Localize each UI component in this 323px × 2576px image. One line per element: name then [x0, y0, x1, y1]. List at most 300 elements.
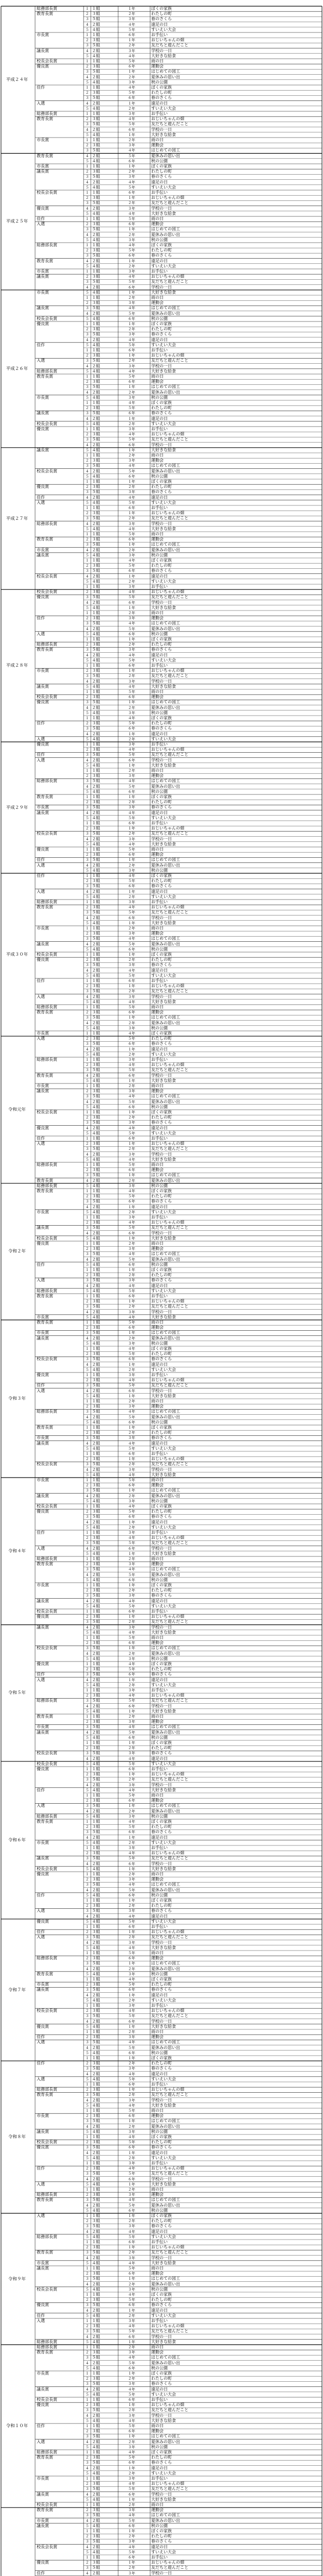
class-cell: ２組 — [92, 389, 100, 395]
grade-cell: ３年 — [128, 679, 135, 684]
rank-cell: ２ — [85, 1799, 89, 1803]
grade-cell: ３年 — [128, 427, 135, 431]
rank-cell: １ — [85, 2056, 89, 2060]
title-cell: 雨の日 — [151, 59, 164, 63]
class-cell: ５組 — [92, 1067, 100, 1073]
class-cell: ４組 — [92, 868, 100, 873]
rank-cell: ２ — [85, 275, 89, 279]
class-cell: ２組 — [92, 2281, 100, 2286]
class-cell: ３組 — [92, 878, 100, 884]
rank-cell: ５ — [85, 2445, 89, 2449]
title-cell: 運動会 — [151, 458, 164, 463]
title-cell: わたしの町 — [151, 957, 172, 962]
category-label: 校長会長賞 — [37, 1462, 57, 1467]
rank-cell: １ — [85, 1557, 89, 1561]
year-label: 令和８年 — [8, 2134, 26, 2140]
class-cell: ５組 — [92, 2539, 100, 2544]
rank-cell: ４ — [85, 1993, 89, 1997]
category-label: 校長会長賞 — [37, 468, 57, 473]
grade-cell: ６年 — [128, 411, 135, 416]
class-cell: ３組 — [92, 1903, 100, 1908]
category-label: 教育長賞 — [37, 1562, 53, 1567]
grade-cell: ５年 — [128, 564, 135, 568]
rank-cell: ４ — [85, 784, 89, 789]
rank-cell: ３ — [85, 2513, 89, 2518]
grade-cell: ６年 — [128, 2461, 135, 2465]
class-cell: １組 — [92, 663, 100, 668]
class-cell: ４組 — [92, 1971, 100, 1976]
grade-cell: ４年 — [128, 117, 135, 122]
title-cell: 秋の公園 — [151, 2129, 168, 2134]
grade-cell: ５年 — [128, 942, 135, 946]
title-cell: 大好きな給食 — [151, 1393, 176, 1398]
rank-cell: １ — [85, 243, 89, 247]
title-cell: 大好きな給食 — [151, 1787, 176, 1792]
title-cell: 夏休みの思い出 — [151, 1572, 180, 1577]
class-cell: ５組 — [92, 1724, 100, 1730]
rank-cell: ５ — [85, 1157, 89, 1162]
grade-cell: ４年 — [128, 369, 135, 374]
title-cell: 雨の日 — [151, 2187, 164, 2192]
category-label: 入選 — [37, 1935, 45, 1940]
grade-cell: ５年 — [128, 91, 135, 95]
class-cell: １組 — [92, 926, 100, 930]
class-cell: ２組 — [92, 48, 100, 53]
class-cell: ４組 — [92, 2234, 100, 2239]
category-label: 議長賞 — [37, 2492, 49, 2497]
grade-cell: ４年 — [128, 1410, 135, 1414]
category-label: 佳作 — [37, 342, 45, 347]
title-cell: 夏休みの思い出 — [151, 547, 180, 552]
class-cell: １組 — [92, 1478, 100, 1482]
rank-cell: １ — [85, 611, 89, 615]
title-cell: すいえい大会 — [151, 1919, 176, 1924]
category-label: 校長会長賞 — [37, 1866, 57, 1871]
rank-cell: ３ — [85, 621, 89, 626]
title-cell: 秋の公園 — [151, 1656, 168, 1661]
grade-cell: ６年 — [128, 2429, 135, 2434]
class-cell: １組 — [92, 2082, 100, 2087]
category-label: 校長会長賞 — [37, 694, 57, 700]
title-cell: 遠足の日 — [151, 1204, 168, 1209]
grade-cell: ６年 — [128, 1799, 135, 1803]
class-cell: ４組 — [92, 2497, 100, 2502]
title-cell: はじめての図工 — [151, 1015, 180, 1020]
grade-cell: ４年 — [128, 2072, 135, 2076]
title-cell: 運動会 — [151, 1167, 164, 1173]
rank-cell: ４ — [85, 521, 89, 526]
grade-cell: ５年 — [128, 1446, 135, 1451]
grade-cell: ２年 — [128, 359, 135, 363]
rank-cell: ５ — [85, 2234, 89, 2239]
grade-cell: ２年 — [128, 611, 135, 615]
rank-cell: ４ — [85, 495, 89, 500]
rank-cell: ２ — [85, 117, 89, 122]
rank-cell: １ — [85, 2529, 89, 2533]
class-cell: １組 — [92, 1031, 100, 1036]
grade-cell: ２年 — [128, 1683, 135, 1687]
category-label: 総務部長賞 — [37, 2234, 57, 2239]
rank-cell: １ — [85, 2030, 89, 2034]
rank-cell: ５ — [85, 2313, 89, 2318]
rank-cell: １ — [85, 322, 89, 326]
category-label: 教育長賞 — [37, 537, 53, 542]
title-cell: すいえい大会 — [151, 263, 176, 268]
class-cell: ４組 — [92, 894, 100, 899]
class-cell: ２組 — [92, 1230, 100, 1235]
grade-cell: ２年 — [128, 1746, 135, 1751]
title-cell: わたしの町 — [151, 90, 172, 95]
class-cell: ２組 — [92, 836, 100, 841]
rank-cell: １ — [85, 1005, 89, 1009]
grade-cell: ４年 — [128, 558, 135, 563]
grade-cell: ４年 — [128, 2293, 135, 2297]
class-cell: ２組 — [92, 1703, 100, 1708]
class-cell: １組 — [92, 1583, 100, 1587]
class-cell: ５組 — [92, 595, 100, 600]
rank-cell: １ — [85, 164, 89, 168]
rank-cell: ２ — [85, 1431, 89, 1435]
rank-cell: ５ — [85, 448, 89, 452]
title-cell: はじめての図工 — [151, 700, 180, 705]
title-cell: わたしの町 — [151, 1824, 172, 1829]
grade-cell: ４年 — [128, 148, 135, 153]
class-cell: ３組 — [92, 2035, 100, 2040]
title-cell: 遠足の日 — [151, 1598, 168, 1603]
title-cell: 大好きな給食 — [151, 211, 176, 216]
grade-cell: ４年 — [128, 748, 135, 752]
class-cell: ５組 — [92, 253, 100, 258]
category-label: 優良賞 — [37, 2024, 49, 2029]
class-cell: ２組 — [92, 1940, 100, 1945]
rank-cell: １ — [85, 1478, 89, 1482]
rank-cell: ３ — [85, 832, 89, 836]
grade-cell: ３年 — [128, 1404, 135, 1409]
rank-cell: ３ — [85, 1488, 89, 1493]
grade-cell: ４年 — [128, 2135, 135, 2139]
class-cell: １組 — [92, 2424, 100, 2428]
category-label: 入選 — [37, 757, 45, 762]
grade-cell: １年 — [128, 1426, 135, 1430]
rank-cell: １ — [85, 1609, 89, 1614]
title-cell: おじいちゃんの畑 — [151, 2324, 184, 2329]
class-cell: ３組 — [92, 38, 100, 43]
class-cell: ２組 — [92, 915, 100, 920]
class-cell: １組 — [92, 900, 100, 904]
rank-cell: ５ — [85, 1867, 89, 1871]
rank-cell: １ — [85, 1294, 89, 1298]
title-cell: おじいちゃんの畑 — [151, 1456, 184, 1462]
title-cell: 春のさくら — [151, 2460, 172, 2465]
title-cell: 遠足の日 — [151, 100, 168, 106]
rank-cell: ４ — [85, 916, 89, 920]
class-cell: ４組 — [92, 1262, 100, 1267]
rank-cell: １ — [85, 1137, 89, 1141]
grade-cell: ３年 — [128, 2445, 135, 2449]
grade-cell: ２年 — [128, 75, 135, 79]
grade-cell: ３年 — [128, 837, 135, 841]
title-cell: 秋の公園 — [151, 789, 168, 794]
grade-cell: １年 — [128, 1867, 135, 1871]
grade-cell: ６年 — [128, 1988, 135, 1992]
rank-cell: ５ — [85, 816, 89, 820]
title-cell: 大好きな給食 — [151, 999, 176, 1004]
class-cell: ５組 — [92, 647, 100, 652]
class-cell: ４組 — [92, 1314, 100, 1319]
title-cell: 春のさくら — [151, 1199, 172, 1204]
title-cell: すいえい大会 — [151, 894, 176, 899]
title-cell: おじいちゃんの畑 — [151, 1772, 184, 1777]
rank-cell: ５ — [85, 894, 89, 899]
class-cell: ２組 — [92, 1493, 100, 1498]
grade-cell: ６年 — [128, 1168, 135, 1173]
grade-cell: ４年 — [128, 684, 135, 689]
rank-cell: ３ — [85, 385, 89, 389]
title-cell: ぼくの家族 — [151, 1898, 172, 1903]
title-cell: すいえい大会 — [151, 500, 176, 505]
class-cell: ５組 — [92, 1672, 100, 1677]
grade-cell: ４年 — [128, 1378, 135, 1383]
title-cell: 友だちと遊んだこと — [151, 358, 188, 363]
class-cell: ４組 — [92, 841, 100, 846]
title-cell: ぼくの家族 — [151, 2292, 172, 2297]
rank-cell: ５ — [85, 1604, 89, 1608]
grade-cell: ６年 — [128, 1609, 135, 1614]
category-label: 佳作 — [37, 1136, 45, 1141]
rank-cell: ４ — [85, 2492, 89, 2497]
grade-cell: ３年 — [128, 1247, 135, 1251]
title-cell: お手伝い — [151, 2003, 168, 2008]
title-cell: 運動会 — [151, 1956, 164, 1961]
class-cell: ３組 — [92, 2297, 100, 2302]
grade-cell: ６年 — [128, 1704, 135, 1708]
class-cell: １組 — [92, 794, 100, 799]
title-cell: 学校の一日 — [151, 2176, 172, 2181]
grade-cell: ３年 — [128, 616, 135, 621]
grade-cell: ４年 — [128, 1315, 135, 1319]
rank-cell: ４ — [85, 600, 89, 605]
title-cell: 大好きな給食 — [151, 1472, 176, 1477]
title-cell: ぼくの家族 — [151, 2213, 172, 2218]
class-cell: ３組 — [92, 957, 100, 962]
title-cell: はじめての図工 — [151, 1409, 180, 1414]
grade-cell: １年 — [128, 1993, 135, 1997]
rank-cell: ３ — [85, 726, 89, 731]
grade-cell: ３年 — [128, 17, 135, 22]
grade-cell: ５年 — [128, 122, 135, 127]
grade-cell: １年 — [128, 1362, 135, 1367]
title-cell: ぼくの家族 — [151, 2529, 172, 2533]
rank-cell: ４ — [85, 2545, 89, 2549]
title-cell: 雨の日 — [151, 2345, 164, 2349]
rank-cell: ２ — [85, 1615, 89, 1619]
title-cell: 友だちと遊んだこと — [151, 2250, 188, 2255]
category-label: 入選 — [37, 1677, 45, 1682]
title-cell: すいえい大会 — [151, 1052, 176, 1057]
grade-cell: ５年 — [128, 1982, 135, 1987]
class-cell: ５組 — [92, 1935, 100, 1940]
class-cell: ５組 — [92, 148, 100, 153]
grade-cell: ２年 — [128, 170, 135, 174]
category-label: 教育長賞 — [37, 374, 53, 379]
class-cell: ４組 — [92, 2444, 100, 2449]
title-cell: 夏休みの思い出 — [151, 2518, 180, 2523]
title-cell: 運動会 — [151, 694, 164, 700]
grade-cell: ６年 — [128, 380, 135, 384]
rank-cell: ５ — [85, 395, 89, 400]
grade-cell: ３年 — [128, 2066, 135, 2071]
class-cell: ４組 — [92, 762, 100, 768]
rank-cell: ５ — [85, 238, 89, 242]
title-cell: わたしの町 — [151, 327, 172, 332]
class-cell: ２組 — [92, 2071, 100, 2076]
title-cell: おじいちゃんの畑 — [151, 826, 184, 831]
class-cell: ４組 — [92, 342, 100, 347]
rank-cell: ５ — [85, 1525, 89, 1530]
title-cell: ぼくの家族 — [151, 2134, 172, 2139]
rank-cell: ４ — [85, 22, 89, 27]
category-label: 佳作 — [37, 616, 45, 621]
class-cell: １組 — [92, 952, 100, 957]
class-cell: １組 — [92, 1845, 100, 1850]
rank-cell: １ — [85, 217, 89, 221]
grade-cell: ５年 — [128, 2077, 135, 2081]
grade-cell: ４年 — [128, 2040, 135, 2045]
class-cell: １組 — [92, 1530, 100, 1535]
grade-cell: ２年 — [128, 2566, 135, 2570]
category-label: 優良賞 — [37, 847, 49, 852]
class-cell: ４組 — [92, 2129, 100, 2134]
rank-cell: ５ — [85, 1131, 89, 1136]
class-cell: ４組 — [92, 579, 100, 584]
title-cell: はじめての図工 — [151, 542, 180, 547]
title-cell: 遠足の日 — [151, 179, 168, 184]
title-cell: ぼくの家族 — [151, 321, 172, 326]
class-cell: １組 — [92, 558, 100, 563]
grade-cell: ５年 — [128, 1730, 135, 1735]
class-cell: ３組 — [92, 1693, 100, 1698]
grade-cell: １年 — [128, 1583, 135, 1587]
class-cell: ４組 — [92, 2155, 100, 2160]
title-cell: ぼくの家族 — [151, 952, 172, 957]
grade-cell: ５年 — [128, 1636, 135, 1640]
title-cell: おじいちゃんの畑 — [151, 1220, 184, 1225]
grade-cell: ２年 — [128, 863, 135, 868]
title-cell: 夏休みの思い出 — [151, 1808, 180, 1814]
rank-cell: ５ — [85, 658, 89, 663]
rank-cell: ４ — [85, 2466, 89, 2470]
grade-cell: ４年 — [128, 653, 135, 657]
title-cell: 遠足の日 — [151, 2150, 168, 2155]
grade-cell: ４年 — [128, 2355, 135, 2360]
title-cell: 雨の日 — [151, 847, 164, 852]
class-cell: １組 — [92, 847, 100, 852]
category-label: 佳作 — [37, 2035, 45, 2040]
rank-cell: ４ — [85, 653, 89, 657]
rank-cell: ４ — [85, 679, 89, 684]
class-cell: ４組 — [92, 815, 100, 820]
grade-cell: ６年 — [128, 1925, 135, 1929]
class-cell: ２組 — [92, 1519, 100, 1524]
grade-cell: ２年 — [128, 2124, 135, 2129]
grade-cell: １年 — [128, 322, 135, 326]
class-cell: １組 — [92, 1898, 100, 1903]
title-cell: 学校の一日 — [151, 915, 172, 920]
category-label: 議長賞 — [37, 2386, 49, 2392]
rank-cell: ２ — [85, 1221, 89, 1225]
class-cell: １組 — [92, 978, 100, 983]
class-cell: ４組 — [92, 789, 100, 794]
title-cell: お手伝い — [151, 1057, 168, 1062]
class-cell: ２組 — [92, 1178, 100, 1183]
title-cell: 夏休みの思い出 — [151, 705, 180, 710]
rank-cell: ５ — [85, 1289, 89, 1293]
rank-cell: ３ — [85, 411, 89, 416]
title-cell: おじいちゃんの畑 — [151, 905, 184, 910]
class-cell: １組 — [92, 2476, 100, 2481]
grade-cell: １年 — [128, 1015, 135, 1020]
grade-cell: ３年 — [128, 1846, 135, 1850]
title-cell: 学校の一日 — [151, 2334, 172, 2339]
category-label: 優良賞 — [37, 1372, 49, 1377]
category-label: 校長会長賞 — [37, 1751, 57, 1756]
rank-cell: １ — [85, 269, 89, 274]
grade-cell: １年 — [128, 1078, 135, 1083]
grade-cell: １年 — [128, 2182, 135, 2187]
title-cell: 学校の一日 — [151, 836, 172, 841]
rank-cell: ３ — [85, 595, 89, 600]
category-label: 優良賞 — [37, 595, 49, 600]
class-cell: ５組 — [92, 936, 100, 941]
grade-cell: ４年 — [128, 1063, 135, 1067]
title-cell: わたしの町 — [151, 1194, 172, 1199]
class-cell: ５組 — [92, 2565, 100, 2570]
title-cell: 友だちと遊んだこと — [151, 2092, 188, 2097]
rank-cell: ２ — [85, 2272, 89, 2276]
rank-cell: ４ — [85, 758, 89, 762]
class-cell: ３組 — [92, 169, 100, 174]
rank-cell: ４ — [85, 2413, 89, 2418]
rank-cell: １ — [85, 7, 89, 11]
grade-cell: ４年 — [128, 1094, 135, 1099]
title-cell: 学校の一日 — [151, 521, 172, 526]
grade-cell: ２年 — [128, 989, 135, 994]
title-cell: ぼくの家族 — [151, 1031, 172, 1036]
class-cell: １組 — [92, 1740, 100, 1745]
class-cell: ３組 — [92, 1483, 100, 1488]
title-cell: はじめての図工 — [151, 463, 180, 468]
class-cell: ２組 — [92, 232, 100, 237]
class-cell: ２組 — [92, 521, 100, 526]
class-cell: １組 — [92, 637, 100, 641]
grade-cell: ６年 — [128, 2555, 135, 2560]
rank-cell: １ — [85, 138, 89, 142]
grade-cell: ６年 — [128, 1388, 135, 1393]
grade-cell: ３年 — [128, 459, 135, 463]
grade-cell: ４年 — [128, 1472, 135, 1477]
class-cell: ５組 — [92, 1751, 100, 1756]
title-cell: 春のさくら — [151, 962, 172, 968]
grade-cell: ４年 — [128, 337, 135, 342]
class-cell: ３組 — [92, 143, 100, 148]
grade-cell: ６年 — [128, 664, 135, 668]
grade-cell: １年 — [128, 984, 135, 989]
title-cell: 春のさくら — [151, 805, 172, 810]
category-label: 教育長賞 — [37, 1819, 53, 1824]
grade-cell: １年 — [128, 1331, 135, 1335]
category-label: 教育長賞 — [37, 1010, 53, 1015]
grade-cell: １年 — [128, 669, 135, 673]
